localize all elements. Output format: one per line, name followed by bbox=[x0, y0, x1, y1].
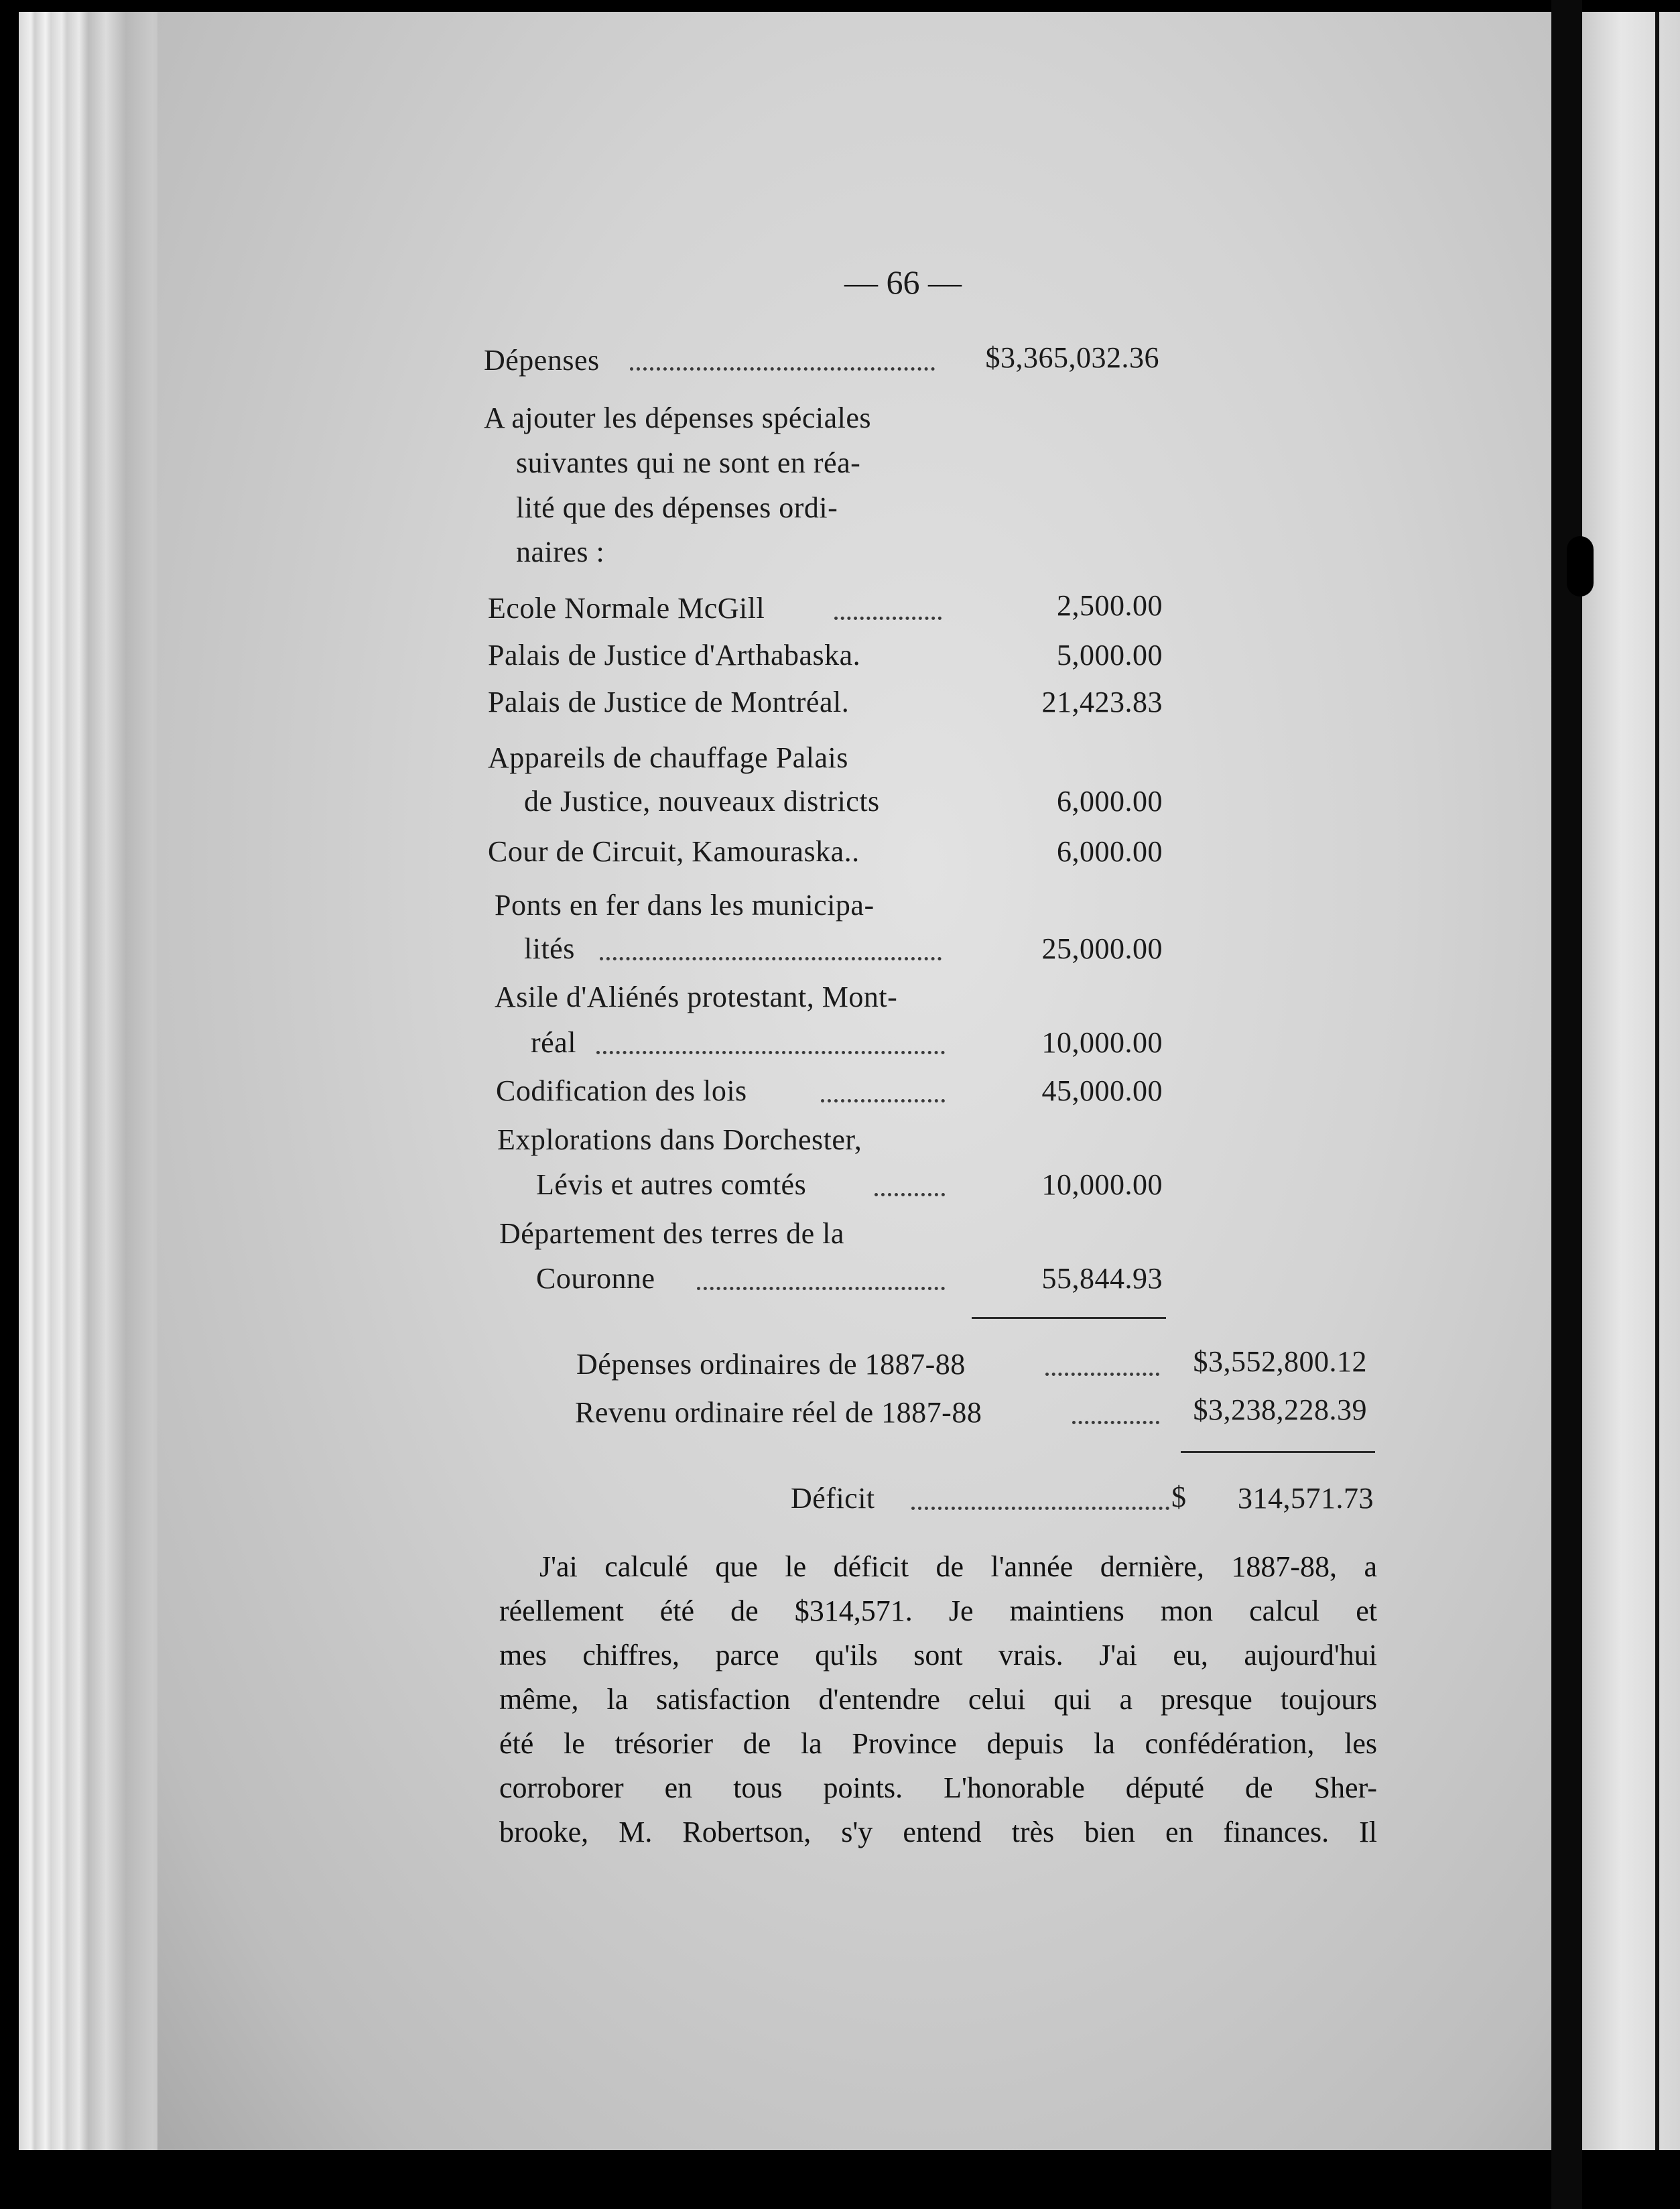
paragraph-line: brooke, M. Robertson, s'y entend très bien en finances. Il bbox=[499, 1816, 1377, 1848]
item-amount: 6,000.00 bbox=[1057, 785, 1163, 818]
intro-line-2: suivantes qui ne sont en réa- bbox=[516, 446, 861, 479]
item-label: Explorations dans Dorchester, bbox=[497, 1123, 862, 1156]
intro-line-4: naires : bbox=[516, 535, 605, 568]
paragraph-line: corroborer en tous points. L'honorable député de Sher- bbox=[499, 1771, 1377, 1804]
facing-page-edge bbox=[1582, 12, 1680, 2150]
item-amount: 6,000.00 bbox=[1057, 835, 1163, 868]
item-label: Codification des lois bbox=[496, 1074, 747, 1107]
item-amount: 25,000.00 bbox=[1041, 932, 1163, 965]
item-label: Appareils de chauffage Palais bbox=[488, 741, 848, 774]
item-label: Asile d'Aliénés protestant, Mont- bbox=[495, 981, 898, 1013]
leader-dots bbox=[596, 1051, 945, 1054]
item-label: Département des terres de la bbox=[499, 1217, 844, 1250]
item-amount: 10,000.00 bbox=[1041, 1026, 1163, 1059]
depenses-amount: $3,365,032.36 bbox=[985, 341, 1159, 374]
item-label: Palais de Justice de Montréal. bbox=[488, 686, 850, 718]
item-amount: 21,423.83 bbox=[1041, 686, 1163, 718]
leader-dots bbox=[875, 1193, 945, 1196]
paragraph-line: réellement été de $314,571. Je maintiens mon calcul et bbox=[499, 1594, 1377, 1627]
frame-rule bbox=[1655, 12, 1659, 2150]
subtotal-rule bbox=[972, 1317, 1166, 1319]
leader-dots bbox=[834, 617, 942, 620]
paragraph-line: mes chiffres, parce qu'ils sont vrais. J'ai eu, aujourd'hui bbox=[499, 1639, 1377, 1671]
item-label: Palais de Justice d'Arthabaska. bbox=[488, 639, 861, 672]
intro-line-1: A ajouter les dépenses spéciales bbox=[484, 401, 872, 434]
leader-dots bbox=[911, 1507, 1169, 1510]
paragraph-line: été le trésorier de la Province depuis la confédération, les bbox=[499, 1727, 1377, 1760]
item-amount: 55,844.93 bbox=[1041, 1262, 1163, 1295]
binding-hole bbox=[1567, 536, 1594, 596]
intro-line-3: lité que des dépenses ordi- bbox=[516, 491, 838, 524]
item-label: Cour de Circuit, Kamouraska.. bbox=[488, 835, 860, 868]
item-label: Lévis et autres comtés bbox=[536, 1168, 807, 1201]
item-label: Ecole Normale McGill bbox=[488, 592, 765, 625]
summary-amount: $3,552,800.12 bbox=[1193, 1345, 1367, 1378]
deficit-currency: $ bbox=[1171, 1480, 1187, 1513]
deficit-amount: 314,571.73 bbox=[1238, 1482, 1374, 1515]
page-number: — 66 — bbox=[844, 263, 962, 301]
item-amount: 45,000.00 bbox=[1041, 1074, 1163, 1107]
summary-label: Revenu ordinaire réel de 1887-88 bbox=[575, 1396, 982, 1429]
paragraph-line: J'ai calculé que le déficit de l'année dernière, 1887-88, a bbox=[539, 1550, 1377, 1583]
item-label: Ponts en fer dans les municipa- bbox=[495, 889, 875, 922]
leader-dots bbox=[821, 1099, 945, 1102]
item-label: réal bbox=[531, 1026, 576, 1059]
deficit-label: Déficit bbox=[791, 1482, 875, 1515]
leader-dots bbox=[600, 957, 942, 960]
item-amount: 2,500.00 bbox=[1057, 589, 1163, 622]
item-amount: 5,000.00 bbox=[1057, 639, 1163, 672]
body-paragraph bbox=[499, 1545, 1377, 1854]
item-amount: 10,000.00 bbox=[1041, 1168, 1163, 1201]
depenses-label: Dépenses bbox=[484, 344, 600, 377]
leader-dots bbox=[630, 367, 935, 371]
item-label: de Justice, nouveaux districts bbox=[524, 785, 880, 818]
page-edges bbox=[19, 12, 180, 2150]
leader-dots bbox=[697, 1287, 945, 1290]
total-rule bbox=[1181, 1451, 1375, 1453]
paragraph-line: même, la satisfaction d'entendre celui qui a presque toujours bbox=[499, 1683, 1377, 1716]
summary-label: Dépenses ordinaires de 1887-88 bbox=[576, 1348, 966, 1381]
item-label: lités bbox=[524, 932, 575, 965]
binding-gutter bbox=[1551, 0, 1582, 2209]
summary-amount: $3,238,228.39 bbox=[1193, 1393, 1367, 1426]
item-label: Couronne bbox=[536, 1262, 655, 1295]
